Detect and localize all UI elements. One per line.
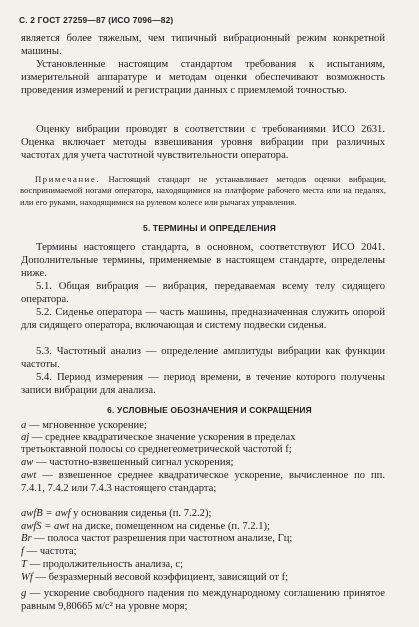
section-5-intro: Термины настоящего стандарта, в основном, соответствуют ИСО 2041. Дополнительные термины, применяемые в настоящем стандарте, определены ниже. [21, 242, 385, 279]
symbol-wf: Wf — безразмерный весовой коэффициент, зависящий от f; [21, 572, 289, 583]
symbol-f: f — частота; [21, 546, 77, 557]
symbol-t: T — продолжительность анализа, с; [21, 559, 184, 570]
section-5-heading: 5. ТЕРМИНЫ И ОПРЕДЕЛЕНИЯ [142, 223, 276, 233]
symbol-aj-continued: третьоктавной полосы со среднегеометрической частотой f; [21, 444, 292, 455]
symbol-awfb: awfB = awf у основания сиденья (п. 7.2.2); [21, 508, 212, 519]
intro-paragraph-2: Установленные настоящим стандартом требования к испытаниям, измерительной аппаратуре и методам оценки обеспечивают возможность проведения измерений и регистрации данных с приемлемой точностью. [21, 59, 385, 96]
term-5-4: 5.4. Период измерения — период времени, в течение которого получены записи вибрации для анализа. [21, 372, 385, 396]
symbol-awfs: awfS = awt на диске, помещенном на сиденье (п. 7.2.1); [21, 521, 270, 532]
note-text: Настоящий стандарт не устанавливает методов оценки вибрации, воспринимаемой ногами оператора, находящимися на платформе рабочего места или на педалях, или его руками, находящимися на рулевом колесе или рычагах управления. [20, 174, 386, 207]
symbol-a: a — мгновенное ускорение; [21, 420, 147, 431]
term-5-3: 5.3. Частотный анализ — определение амплитуды вибрации как функции частоты. [21, 346, 385, 370]
symbol-g: g — ускорение свободного падения по международному соглашению принятое равным 9,80665 м/с² на уровне моря; [21, 588, 385, 612]
symbol-aw: aw — частотно-взвешенный сигнал ускорения; [21, 457, 234, 468]
symbol-aj: aj — среднее квадратическое значение ускорения в пределах [21, 432, 296, 443]
term-5-1: 5.1. Общая вибрация — вибрация, передаваемая всему телу сидящего оператора. [21, 281, 385, 305]
section-6-heading: 6. УСЛОВНЫЕ ОБОЗНАЧЕНИЯ И СОКРАЩЕНИЯ [107, 405, 312, 415]
term-5-2: 5.2. Сиденье оператора — часть машины, предназначенная служить опорой для сидящего оператора, включающая и систему подвески сиденья. [21, 307, 385, 331]
symbol-awt: awt — взвешенное среднее квадратическое ускорение, вычисленное по пп. 7.4.1, 7.4.2 или 7.4.3 настоящего стандарта; [21, 470, 385, 494]
page-header: С. 2 ГОСТ 27259—87 (ИСО 7096—82) [19, 15, 174, 25]
note-paragraph [20, 174, 386, 208]
symbol-br: Br — полоса частот разрешения при частотном анализе, Гц; [21, 533, 293, 544]
note-label: Примечание. [35, 174, 101, 184]
intro-paragraph-1: является более тяжелым, чем типичный вибрационный режим конкретной машины. [21, 33, 385, 57]
intro-paragraph-3: Оценку вибрации проводят в соответствии с требованиями ИСО 2631. Оценка включает методы взвешивания уровня вибрации при различных частотах для учета частотной чувствительности оператора. [21, 124, 385, 161]
